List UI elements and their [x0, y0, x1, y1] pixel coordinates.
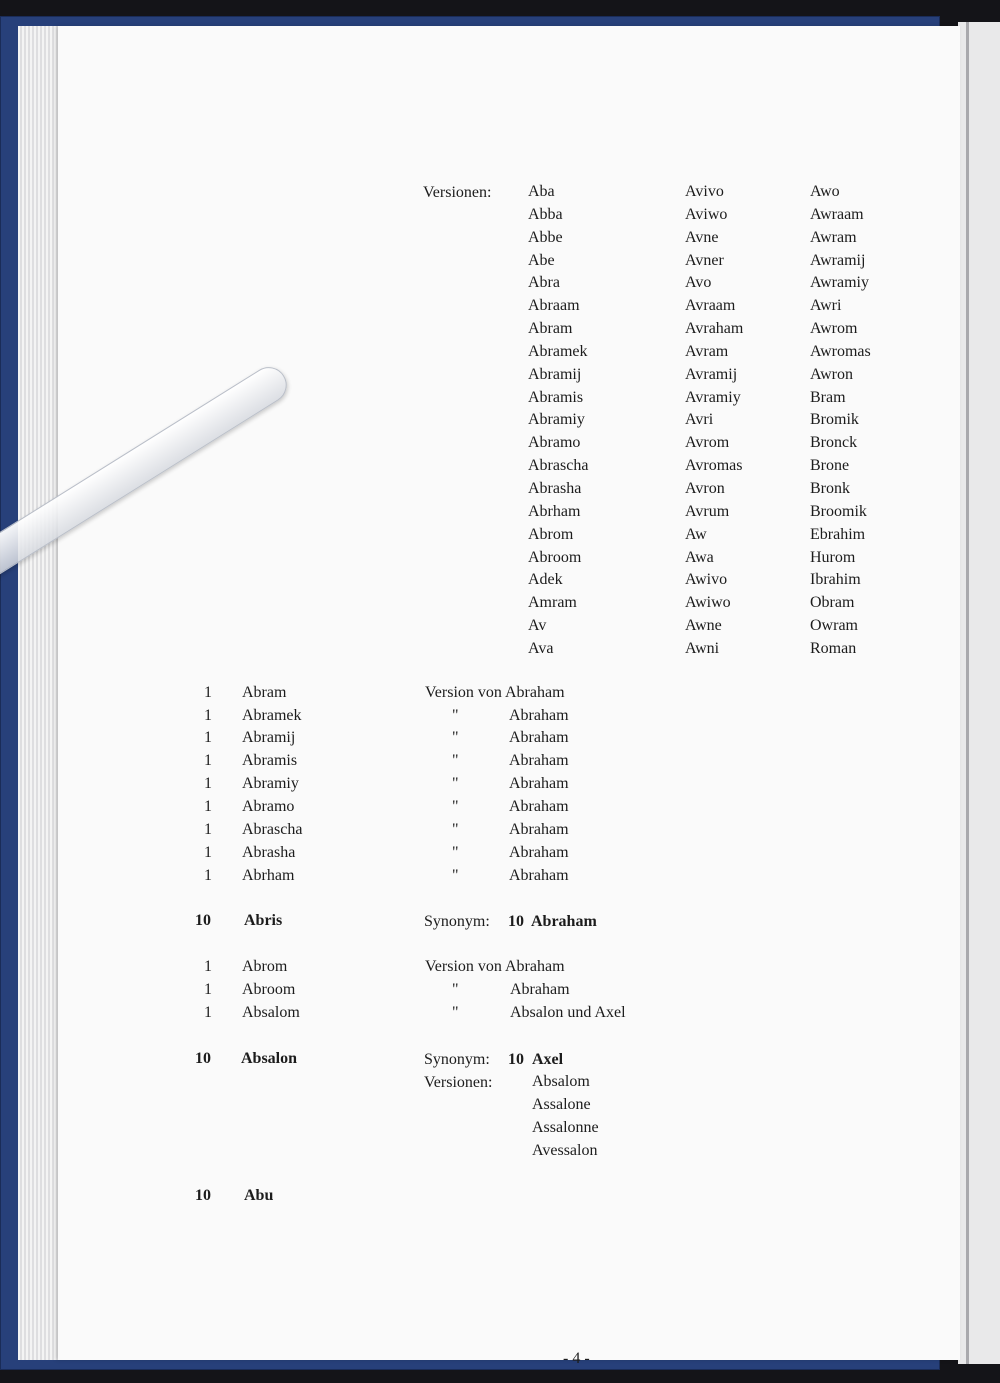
version-name: Avron: [685, 479, 725, 497]
version-name: Bram: [810, 388, 846, 406]
version-name: Ava: [528, 639, 554, 657]
entry-ref: Abraham: [509, 775, 569, 792]
entry-ref: Abraham: [510, 981, 570, 998]
version-name: Abrom: [528, 525, 574, 543]
versions-col-3: [810, 181, 871, 661]
version-name: Awri: [810, 297, 842, 315]
version-name: Bronk: [810, 479, 850, 497]
version-name: Avramiy: [685, 388, 741, 406]
entry-ref: Abraham: [509, 752, 569, 769]
entry-ref: Absalon und Axel: [510, 1004, 626, 1021]
entry-name: Absalon: [241, 1050, 298, 1067]
version-name: Avne: [685, 228, 719, 246]
entry-name: Abramij: [242, 729, 296, 746]
version-name: Abram: [528, 320, 573, 338]
version-name: Avraham: [685, 320, 744, 338]
version-name: Aviwo: [685, 205, 728, 223]
version-name: Bronck: [810, 434, 858, 452]
version-name: Awiwo: [685, 594, 731, 612]
version-name: Owram: [810, 617, 858, 635]
version-name: Hurom: [810, 548, 856, 566]
version-name: Avrum: [685, 502, 730, 520]
version-name: Aw: [685, 525, 707, 543]
version-name: Avramij: [685, 365, 738, 383]
absalon-versions: [532, 1071, 599, 1162]
version-name: Abbe: [528, 228, 563, 246]
version-name: Abrascha: [528, 457, 589, 475]
entry-ref: Abraham: [509, 867, 569, 884]
ditto-mark: ": [452, 775, 459, 792]
version-name: Awni: [685, 639, 720, 657]
version-name: Brone: [810, 457, 850, 475]
version-name: Avner: [685, 251, 724, 269]
synonym-ref: Axel: [532, 1051, 564, 1068]
ditto-mark: ": [452, 752, 459, 769]
synonym-label: Synonym:: [424, 913, 490, 930]
entry-ref: Abraham: [509, 844, 569, 861]
versions-label: Versionen:: [423, 184, 492, 201]
synonym-ref: Abraham: [531, 913, 597, 930]
entry-num: 1: [204, 958, 212, 975]
version-name: Avri: [685, 411, 714, 429]
version-name: Awne: [685, 617, 722, 635]
version-name: Awromas: [810, 342, 871, 360]
entry-name: Abu: [244, 1187, 274, 1204]
version-name: Assalonne: [532, 1118, 599, 1136]
ditto-mark: ": [452, 798, 459, 815]
entry-ref: Abraham: [509, 821, 569, 838]
version-name: Ebrahim: [810, 525, 866, 543]
entry-name: Abramis: [242, 752, 298, 769]
entry-num: 1: [204, 981, 212, 998]
version-name: Awron: [810, 365, 853, 383]
ditto-mark: ": [452, 821, 459, 838]
version-name: Abramij: [528, 365, 582, 383]
entry-name: Abroom: [242, 981, 296, 998]
entry-num: 1: [204, 867, 212, 884]
version-name: Abramis: [528, 388, 584, 406]
entry-name: Abramo: [242, 798, 295, 815]
version-name: Absalom: [532, 1073, 590, 1090]
ditto-mark: ": [452, 729, 459, 746]
ditto-mark: ": [452, 981, 459, 998]
entry-num: 1: [204, 729, 212, 746]
versions-col-1: [528, 181, 588, 661]
entry-num: 1: [204, 798, 212, 815]
entry-name: Abrham: [242, 867, 295, 884]
version-name: Avram: [685, 342, 729, 360]
entry-ref: Abraham: [509, 707, 569, 724]
version-name: Roman: [810, 639, 857, 657]
version-name: Broomik: [810, 502, 867, 520]
versions-label: Versionen:: [424, 1074, 493, 1091]
version-name: Avo: [685, 274, 712, 292]
entry-num: 1: [204, 707, 212, 724]
version-name: Awa: [685, 548, 714, 566]
ditto-mark: ": [452, 707, 459, 724]
version-name: Aba: [528, 183, 555, 200]
entry-ref: Version von Abraham: [425, 684, 565, 701]
version-name: Abra: [528, 274, 560, 292]
version-name: Abrham: [528, 502, 581, 520]
version-name: Adek: [528, 571, 563, 589]
entry-num: 1: [204, 1004, 212, 1021]
entry-ref: Abraham: [509, 798, 569, 815]
version-name: Awraam: [810, 205, 864, 223]
entry-num: 10: [195, 1050, 211, 1067]
ditto-mark: ": [452, 844, 459, 861]
next-page-edge: [958, 22, 1000, 1364]
version-name: Ibrahim: [810, 571, 861, 589]
version-name: Awrom: [810, 320, 858, 338]
version-name: Amram: [528, 594, 577, 612]
entry-num: 10: [195, 912, 211, 929]
entry-name: Abramiy: [242, 775, 299, 792]
version-name: Avrom: [685, 434, 730, 452]
version-name: Abraam: [528, 297, 580, 315]
version-name: Avraam: [685, 297, 736, 315]
versions-col-2: [685, 181, 743, 661]
entry-name: Abramek: [242, 707, 302, 724]
entry-num: 10: [195, 1187, 211, 1204]
entry-name: Abrascha: [242, 821, 303, 838]
synonym-label: Synonym:: [424, 1051, 490, 1068]
synonym-num: 10: [508, 913, 524, 930]
entry-ref: Version von Abraham: [425, 958, 565, 975]
entry-num: 1: [204, 821, 212, 838]
entry-num: 1: [204, 684, 212, 701]
entry-name: Abrasha: [242, 844, 296, 861]
ditto-mark: ": [452, 1004, 459, 1021]
page-number: - 4 -: [563, 1350, 590, 1367]
version-name: Awo: [810, 183, 840, 200]
entry-name: Absalom: [242, 1004, 300, 1021]
entry-num: 1: [204, 844, 212, 861]
book-page: [58, 26, 960, 1367]
ditto-mark: ": [452, 867, 459, 884]
version-name: Abroom: [528, 548, 582, 566]
version-name: Awramiy: [810, 274, 869, 292]
version-name: Abramo: [528, 434, 581, 452]
entry-name: Abram: [242, 684, 287, 701]
version-name: Obram: [810, 594, 855, 612]
version-name: Abba: [528, 205, 563, 223]
version-name: Awramij: [810, 251, 866, 269]
version-name: Abrasha: [528, 479, 582, 497]
version-name: Avivo: [685, 183, 724, 200]
version-name: Abe: [528, 251, 555, 269]
synonym-num: 10: [508, 1051, 524, 1068]
version-name: Av: [528, 617, 547, 635]
version-name: Abramek: [528, 342, 588, 360]
version-name: Avessalon: [532, 1141, 598, 1159]
entry-num: 1: [204, 752, 212, 769]
version-name: Awram: [810, 228, 857, 246]
version-name: Abramiy: [528, 411, 585, 429]
entry-name: Abris: [244, 912, 283, 929]
entry-num: 1: [204, 775, 212, 792]
entry-name: Abrom: [242, 958, 288, 975]
entry-ref: Abraham: [509, 729, 569, 746]
version-name: Bromik: [810, 411, 859, 429]
version-name: Awivo: [685, 571, 728, 589]
version-name: Avromas: [685, 457, 743, 475]
version-name: Assalone: [532, 1095, 591, 1113]
